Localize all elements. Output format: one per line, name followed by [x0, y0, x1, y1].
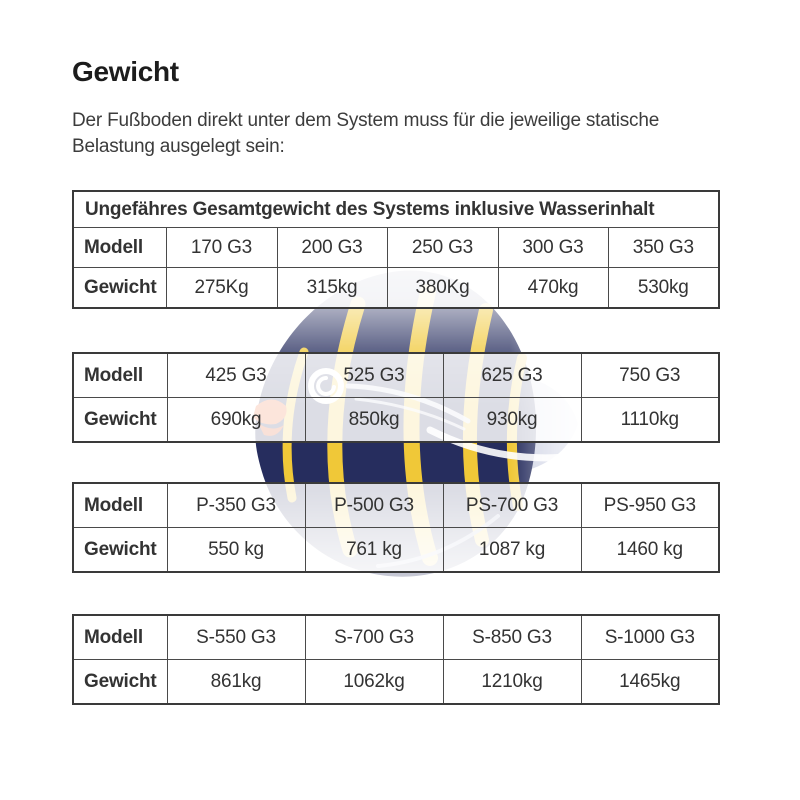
model-cell: PS-950 G3	[581, 483, 719, 528]
model-row-label: Modell	[73, 228, 166, 268]
table-1-caption: Ungefähres Gesamtgewicht des Systems inklusive Wasserinhalt	[73, 191, 719, 228]
model-row-label: Modell	[73, 353, 167, 398]
weight-cell: 530kg	[608, 268, 719, 309]
weight-cell: 1460 kg	[581, 528, 719, 573]
model-cell: PS-700 G3	[443, 483, 581, 528]
weight-cell: 1087 kg	[443, 528, 581, 573]
weight-row-label: Gewicht	[73, 268, 166, 309]
weight-cell: 850kg	[305, 398, 443, 443]
weight-row-label: Gewicht	[73, 398, 167, 443]
weight-cell: 1110kg	[581, 398, 719, 443]
model-cell: S-850 G3	[443, 615, 581, 660]
page-title: Gewicht	[72, 56, 179, 87]
model-cell: 300 G3	[498, 228, 608, 268]
model-cell: 625 G3	[443, 353, 581, 398]
weight-cell: 861kg	[167, 660, 305, 705]
weight-table-1	[72, 190, 720, 309]
weight-table-4	[72, 614, 720, 705]
weight-cell: 275Kg	[166, 268, 277, 309]
weight-table-3	[72, 482, 720, 573]
weight-row-label: Gewicht	[73, 660, 167, 705]
model-cell: P-350 G3	[167, 483, 305, 528]
weight-cell: 380Kg	[387, 268, 498, 309]
intro-line-1: Der Fußboden direkt unter dem System muss für die jeweilige statische	[72, 110, 660, 131]
weight-row-label: Gewicht	[73, 528, 167, 573]
model-cell: S-1000 G3	[581, 615, 719, 660]
model-row-label: Modell	[73, 615, 167, 660]
table-row	[73, 615, 719, 660]
model-cell: 750 G3	[581, 353, 719, 398]
model-cell: 525 G3	[305, 353, 443, 398]
weight-cell: 1062kg	[305, 660, 443, 705]
weight-cell: 550 kg	[167, 528, 305, 573]
table-row	[73, 660, 719, 705]
model-cell: S-550 G3	[167, 615, 305, 660]
weight-cell: 470kg	[498, 268, 608, 309]
intro-text	[72, 108, 659, 160]
model-cell: 200 G3	[277, 228, 387, 268]
model-cell: 250 G3	[387, 228, 498, 268]
intro-line-2: Belastung ausgelegt sein:	[72, 136, 285, 157]
table-row	[73, 268, 719, 309]
weight-cell: 1465kg	[581, 660, 719, 705]
model-cell: 425 G3	[167, 353, 305, 398]
weight-cell: 690kg	[167, 398, 305, 443]
weight-cell: 930kg	[443, 398, 581, 443]
model-cell: 350 G3	[608, 228, 719, 268]
model-cell: 170 G3	[166, 228, 277, 268]
weight-table-2	[72, 352, 720, 443]
weight-cell: 761 kg	[305, 528, 443, 573]
weight-cell: 315kg	[277, 268, 387, 309]
table-row	[73, 353, 719, 398]
model-cell: S-700 G3	[305, 615, 443, 660]
table-row	[73, 483, 719, 528]
table-row	[73, 191, 719, 228]
table-row	[73, 398, 719, 443]
weight-cell: 1210kg	[443, 660, 581, 705]
table-row	[73, 228, 719, 268]
model-row-label: Modell	[73, 483, 167, 528]
model-cell: P-500 G3	[305, 483, 443, 528]
table-row	[73, 528, 719, 573]
